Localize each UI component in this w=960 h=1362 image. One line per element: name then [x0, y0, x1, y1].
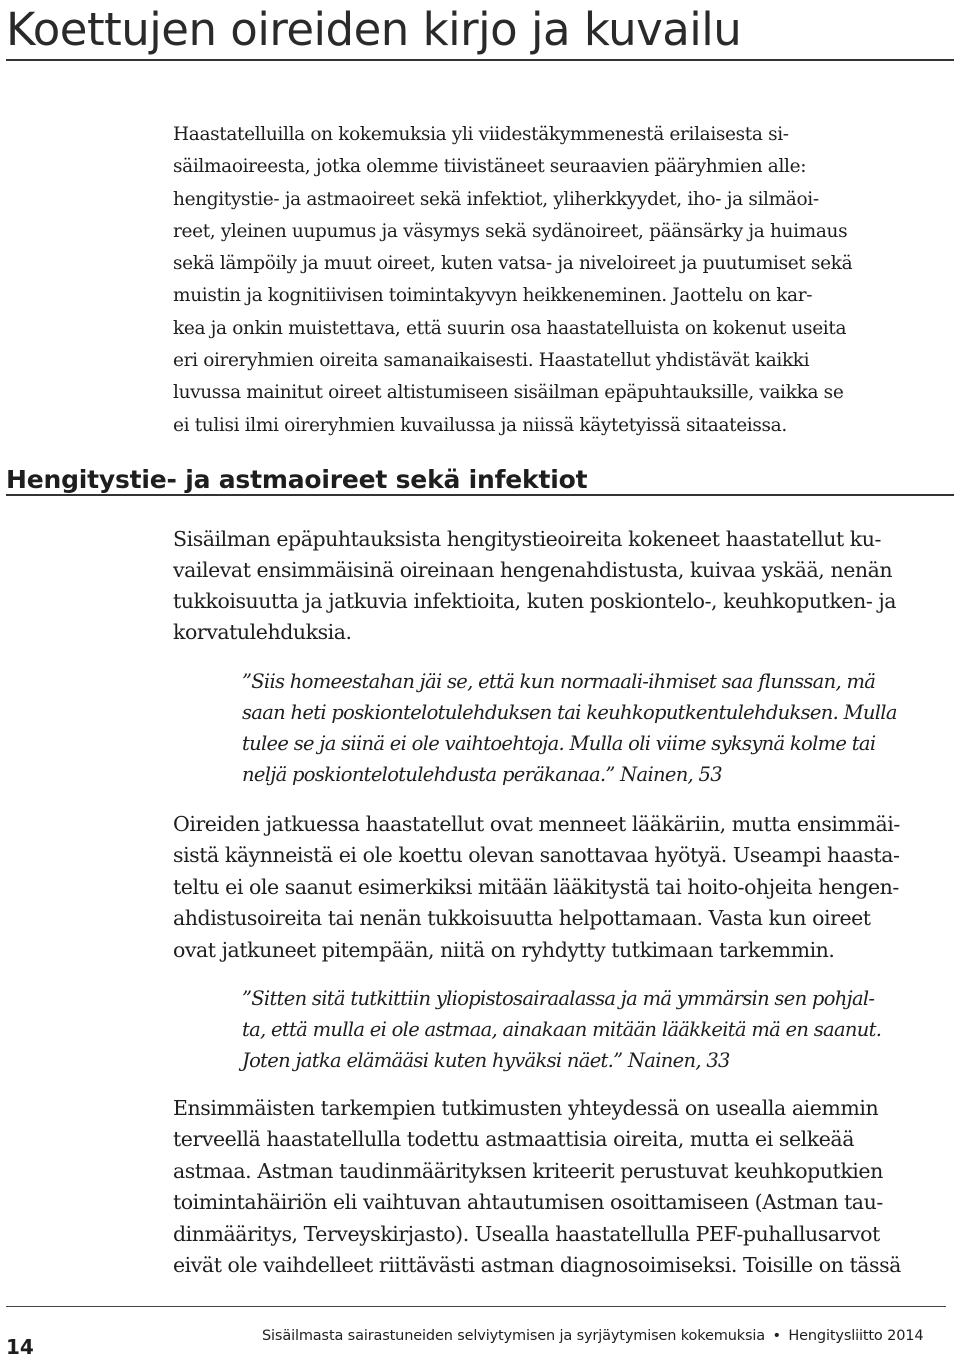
quote-line: Joten jatka elämääsi kuten hyväksi näet.” Nainen, 33 — [242, 1049, 730, 1072]
paragraph-line: toimintahäiriön eli vaihtuvan ahtautumisen osoittamiseen (Astman tau- — [173, 1190, 883, 1215]
quote-line: ta, että mulla ei ole astmaa, ainakaan mitään lääkkeitä mä en saanut. — [242, 1018, 882, 1041]
quote-line: tulee se ja siinä ei ole vaihtoehtoja. Mulla oli viime syksynä kolme tai — [242, 732, 876, 755]
intro-line: kea ja onkin muistettava, että suurin osa haastatelluista on kokenut useita — [173, 317, 847, 339]
interview-quote-1 — [242, 666, 897, 790]
intro-line: Haastatelluilla on kokemuksia yli viidestäkymmenestä erilaisesta si- — [173, 124, 789, 145]
publisher: Hengitysliitto 2014 — [788, 1328, 924, 1344]
quote-line: ”Sitten sitä tutkittiin yliopistosairaalassa ja mä ymmärsin sen pohjal- — [242, 987, 875, 1010]
page-number: 14 — [6, 1335, 34, 1359]
paragraph-line: sistä käynneistä ei ole koettu olevan sanottavaa hyötyä. Useampi haasta- — [173, 843, 900, 868]
paragraph-line: astmaa. Astman taudinmäärityksen kriteerit perustuvat keuhkoputkien — [173, 1158, 883, 1183]
paragraph-line: terveellä haastatellulla todettu astmaattisia oireita, mutta ei selkeää — [173, 1127, 854, 1152]
intro-paragraph — [173, 119, 852, 442]
paragraph-line: ovat jatkuneet pitempään, niitä on ryhdytty tutkimaan tarkemmin. — [173, 937, 835, 962]
footer-divider — [6, 1306, 946, 1307]
intro-line: reet, yleinen uupumus ja väsymys sekä sydänoireet, päänsärky ja huimaus — [173, 220, 848, 242]
paragraph-line: dinmääritys, Terveyskirjasto). Usealla haastatellulla PEF-puhallusarvot — [173, 1221, 880, 1246]
intro-line: luvussa mainitut oireet altistumiseen sisäilman epäpuhtauksille, vaikka se — [173, 382, 844, 404]
footer-caption — [262, 1325, 923, 1347]
paragraph-line: tukkoisuutta ja jatkuvia infektioita, kuten poskiontelo-, keuhkoputken- ja — [173, 589, 897, 613]
paragraph-line: teltu ei ole saanut esimerkiksi mitään lääkitystä tai hoito-ohjeita hengen- — [173, 874, 899, 899]
title-divider — [6, 59, 954, 61]
paragraph-line: Sisäilman epäpuhtauksista hengitystieoireita kokeneet haastatellut ku- — [173, 527, 882, 551]
intro-line: sekä lämpöily ja muut oireet, kuten vatsa- ja niveloireet ja puutumiset sekä — [173, 253, 853, 275]
intro-line: eri oireryhmien oireita samanaikaisesti. Haastatellut yhdistävät kaikki — [173, 350, 810, 372]
quote-line: saan heti poskiontelotulehduksen tai keuhkoputkentulehduksen. Mulla — [242, 701, 897, 724]
section-divider — [6, 494, 954, 496]
paragraph-line: vailevat ensimmäisinä oireinaan hengenahdistusta, kuivaa yskää, nenän — [173, 558, 893, 582]
body-paragraph-3 — [173, 1093, 901, 1281]
intro-line: säilmaoireesta, jotka olemme tiivistäneet seuraavien pääryhmien alle: — [173, 156, 807, 178]
page-title: Koettujen oireiden kirjo ja kuvailu — [6, 3, 742, 56]
section-heading: Hengitystie- ja astmaoireet sekä infektiot — [6, 465, 588, 494]
interview-quote-2 — [242, 983, 881, 1076]
paragraph-line: Oireiden jatkuessa haastatellut ovat menneet lääkäriin, mutta ensimmäi- — [173, 812, 900, 836]
paragraph-line: ahdistusoireita tai nenän tukkoisuutta helpottamaan. Vasta kun oireet — [173, 906, 871, 931]
intro-line: muistin ja kognitiivisen toimintakyvyn heikkeneminen. Jaottelu on kar- — [173, 285, 813, 307]
paragraph-line: korvatulehduksia. — [173, 620, 352, 644]
intro-line: ei tulisi ilmi oireryhmien kuvailussa ja niissä käytetyissä sitaateissa. — [173, 414, 787, 436]
body-paragraph-1 — [173, 524, 896, 648]
footer-bullet: • — [772, 1328, 781, 1344]
paragraph-line: eivät ole vaihdelleet riittävästi astman diagnosoimiseksi. Toisille on tässä — [173, 1253, 901, 1278]
quote-line: ”Siis homeestahan jäi se, että kun normaali-ihmiset saa flunssan, mä — [242, 670, 876, 693]
intro-line: hengitystie- ja astmaoireet sekä infektiot, yliherkkyydet, iho- ja silmäoi- — [173, 188, 819, 210]
body-paragraph-2 — [173, 809, 900, 966]
paragraph-line: Ensimmäisten tarkempien tutkimusten yhteydessä on usealla aiemmin — [173, 1096, 879, 1120]
publication-title: Sisäilmasta sairastuneiden selviytymisen ja syrjäytymisen kokemuksia — [262, 1328, 766, 1344]
quote-line: neljä poskiontelotulehdusta peräkanaa.” Nainen, 53 — [242, 763, 722, 786]
